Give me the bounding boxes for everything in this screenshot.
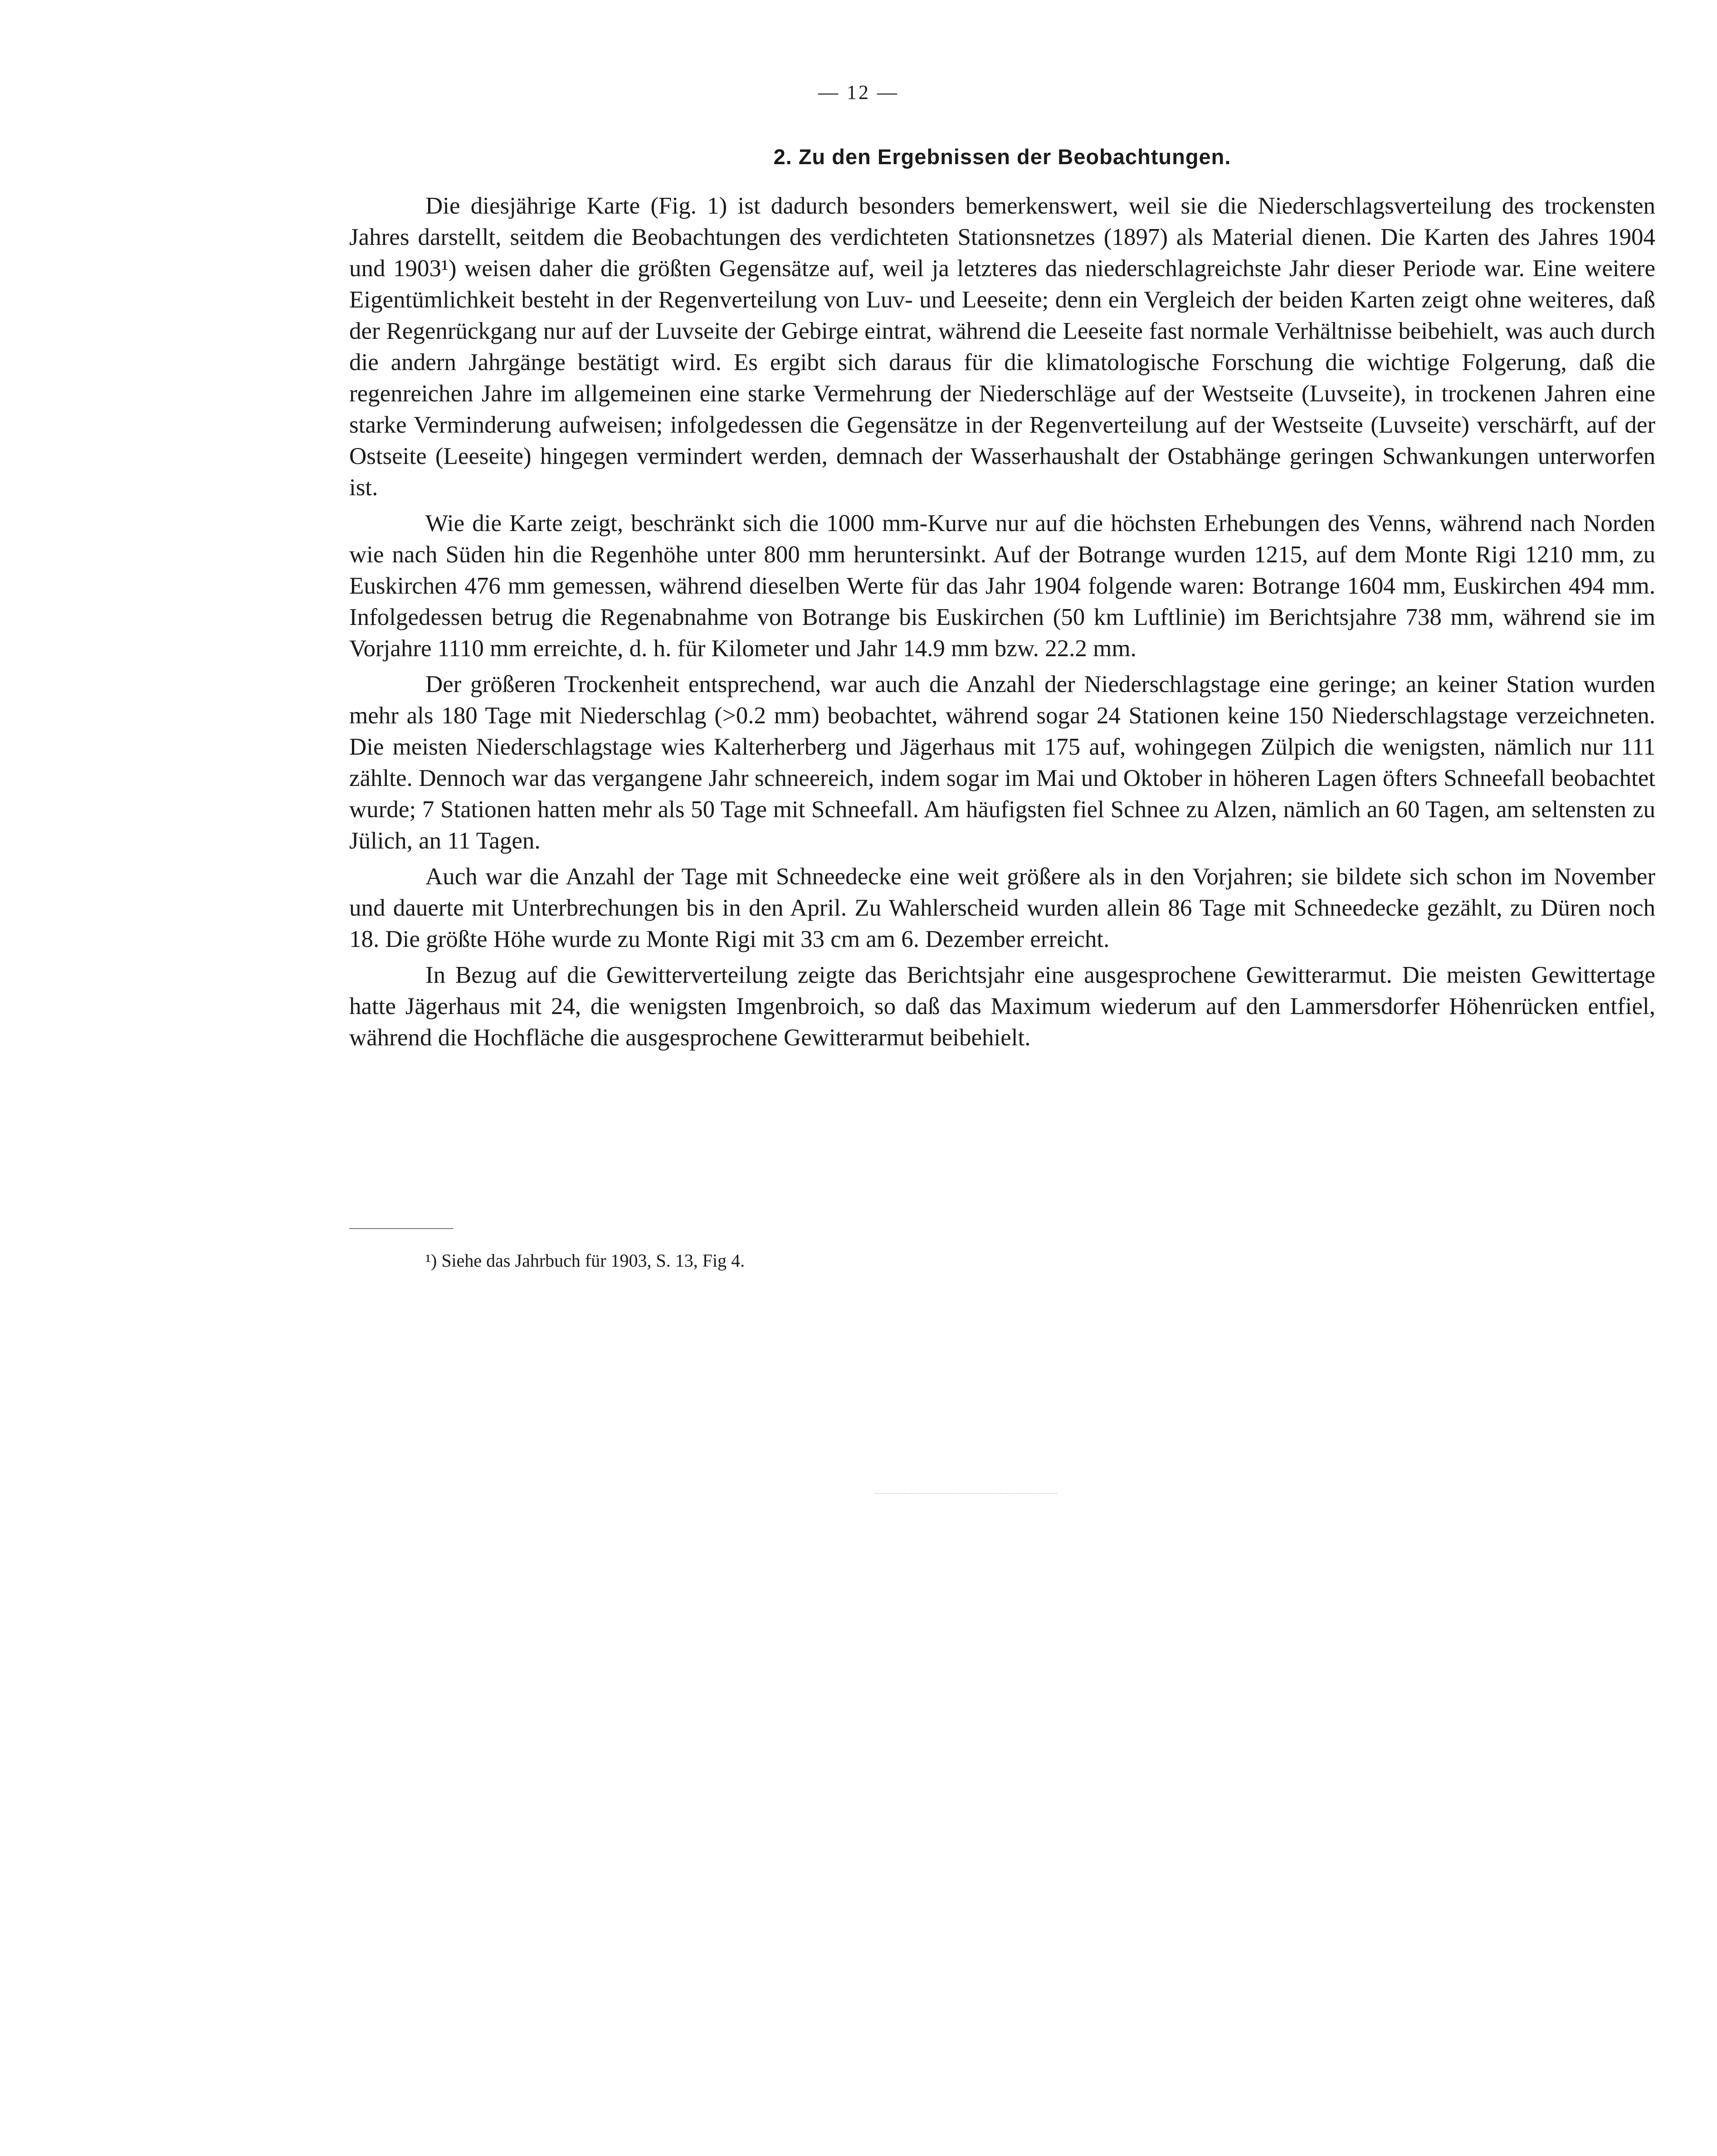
paragraph-snow-cover: Auch war die Anzahl der Tage mit Schneedecke eine weit größere als in den Vorjahren; sie bildete sich schon im November und dauerte mit Unterbrechungen bis in den April. Zu Wahlerscheid wurden allein 86 Tage mit Schneedecke gezählt, zu Düren noch 18. Die größte Höhe wurde zu Monte Rigi mit 33 cm am 6. Dezember erreicht. <box>349 863 1655 952</box>
paragraph-precipitation-days: Der größeren Trockenheit entsprechend, war auch die Anzahl der Niederschlagstage eine geringe; an keiner Station wurden mehr als 180 Tage mit Niederschlag (>0.2 mm) beobachtet, während sogar 24 Stationen keine 150 Niederschlagstage verzeichneten. Die meisten Niederschlagstage wies Kalterherberg und Jägerhaus mit 175 auf, wohingegen Zülpich die wenigsten, nämlich nur 111 zählte. Dennoch war das vergangene Jahr schneereich, indem sogar im Mai und Oktober in höheren Lagen öfters Schneefall beobachtet wurde; 7 Stationen hatten mehr als 50 Tage mit Schneefall. Am häufigsten fiel Schnee zu Alzen, nämlich an 60 Tagen, am seltensten zu Jülich, an 11 Tagen. <box>349 671 1655 854</box>
paragraph-precipitation-map: Die diesjährige Karte (Fig. 1) ist dadurch besonders bemerkenswert, weil sie die Niederschlagsverteilung des trockensten Jahres darstellt, seitdem die Beobachtungen des verdichteten Stationsnetzes (1897) als Material dienen. Die Karten des Jahres 1904 und 1903¹) weisen daher die größten Gegensätze auf, weil ja letzteres das niederschlagreichste Jahr dieser Periode war. Eine weitere Eigentümlichkeit besteht in der Regenverteilung von Luv- und Leeseite; denn ein Vergleich der beiden Karten zeigt ohne weiteres, daß der Regenrückgang nur auf der Luvseite der Gebirge eintrat, während die Leeseite fast normale Verhältnisse beibehielt, was auch durch die andern Jahrgänge bestätigt wird. Es ergibt sich daraus für die klimatologische Forschung die wichtige Folgerung, daß die regenreichen Jahre im allgemeinen eine starke Vermehrung der Niederschläge auf der Westseite (Luvseite), in trockenen Jahren eine starke Verminderung aufweisen; infolgedessen die Gegensätze in der Regenverteilung auf der Westseite (Luvseite) verschärft, auf der Ostseite (Leeseite) hingegen vermindert werden, demnach der Wasserhaushalt der Ostabhänge geringen Schwankungen unterworfen ist. <box>349 193 1655 501</box>
section-title: 2. Zu den Ergebnissen der Beobachtungen. <box>773 145 1231 169</box>
page-number: — 12 — <box>818 81 899 103</box>
body-text <box>349 190 1655 1058</box>
scan-artifact <box>875 1493 1057 1494</box>
footnote-divider <box>349 1228 454 1229</box>
footnote: ¹) Siehe das Jahrbuch für 1903, S. 13, Fig 4. <box>425 1250 745 1271</box>
paragraph-rain-curve: Wie die Karte zeigt, beschränkt sich die 1000 mm-Kurve nur auf die höchsten Erhebungen des Venns, während nach Norden wie nach Süden hin die Regenhöhe unter 800 mm heruntersinkt. Auf der Botrange wurden 1215, auf dem Monte Rigi 1210 mm, zu Euskirchen 476 mm gemessen, während dieselben Werte für das Jahr 1904 folgende waren: Botrange 1604 mm, Euskirchen 494 mm. Infolgedessen betrug die Regenabnahme von Botrange bis Euskirchen (50 km Luftlinie) im Berichtsjahre 738 mm, während sie im Vorjahre 1110 mm erreichte, d. h. für Kilometer und Jahr 14.9 mm bzw. 22.2 mm. <box>349 510 1655 662</box>
paragraph-thunderstorms: In Bezug auf die Gewitterverteilung zeigte das Berichtsjahr eine ausgesprochene Gewitterarmut. Die meisten Gewittertage hatte Jägerhaus mit 24, die wenigsten Imgenbroich, so daß das Maximum wiederum auf den Lammersdorfer Höhenrücken entfiel, während die Hochfläche die ausgesprochene Gewitterarmut beibehielt. <box>349 962 1655 1051</box>
